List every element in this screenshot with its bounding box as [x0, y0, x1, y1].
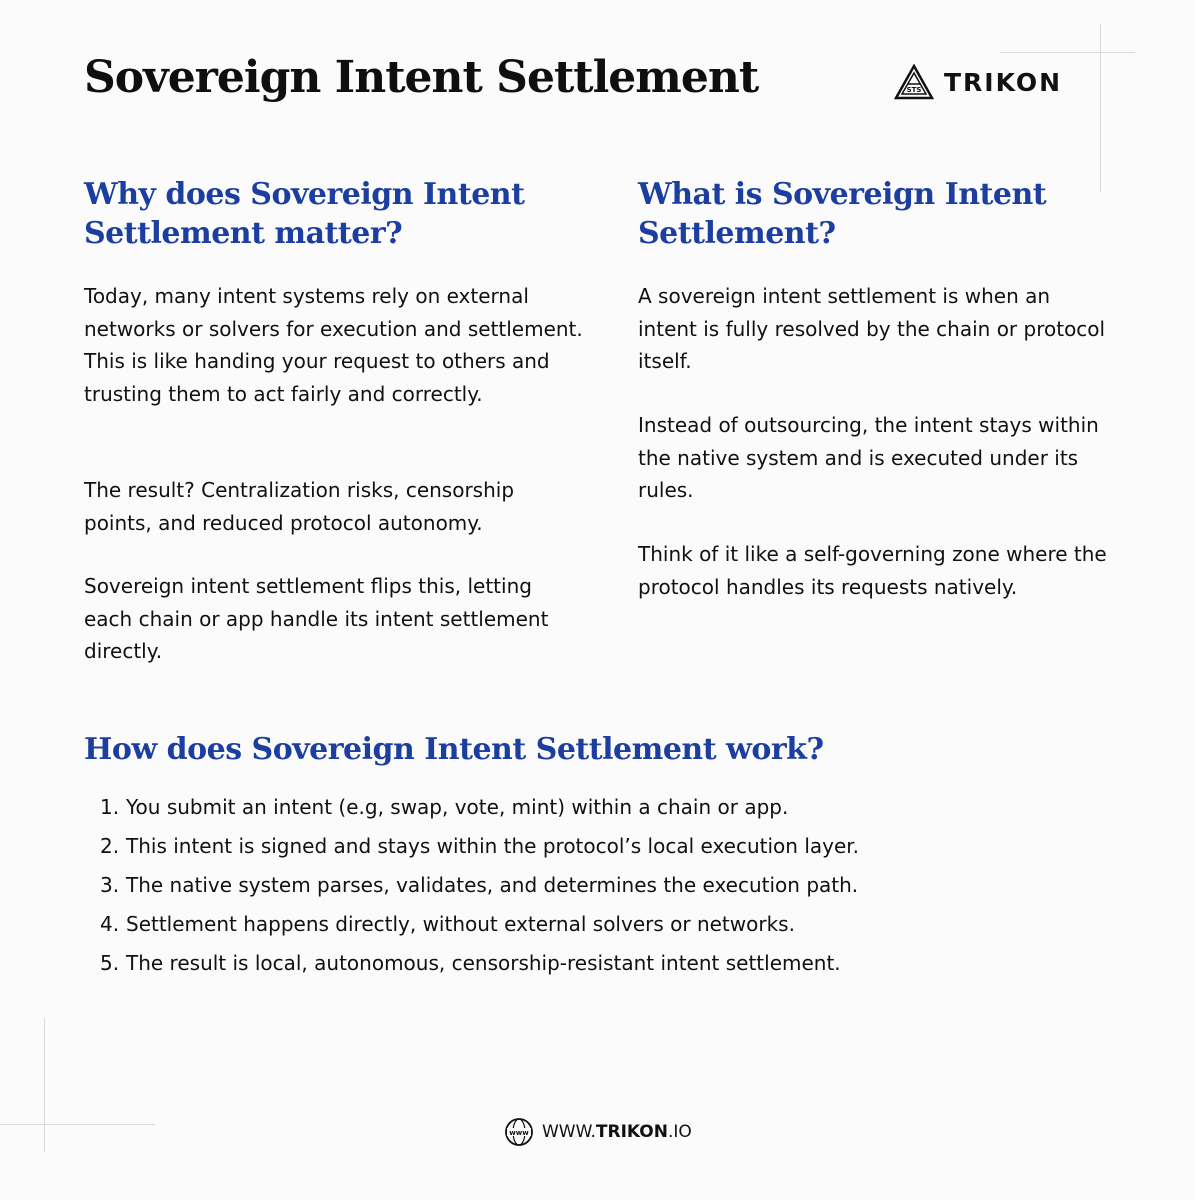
what-section-title: What is Sovereign Intent Settlement?	[638, 177, 1047, 251]
page-title: Sovereign Intent Settlement	[84, 52, 759, 103]
step-item	[100, 788, 859, 827]
footer-url	[542, 1122, 692, 1142]
triangle-logo-icon	[894, 64, 934, 100]
step-text: This intent is signed and stays within the protocol’s local execution layer.	[126, 834, 860, 858]
globe-icon	[504, 1117, 534, 1147]
what-paragraph-3: Think of it like a self-governing zone where the protocol handles its requests natively.	[638, 542, 1107, 599]
step-text: You submit an intent (e.g, swap, vote, mint) within a chain or app.	[126, 795, 789, 819]
step-number: 4.	[100, 912, 120, 936]
step-number: 2.	[100, 834, 120, 858]
footer-url-suffix: .IO	[668, 1122, 692, 1142]
step-text: The result is local, autonomous, censorship-resistant intent settlement.	[126, 951, 841, 975]
step-item	[100, 905, 859, 944]
footer-url-prefix: WWW.	[542, 1122, 596, 1142]
step-item	[100, 866, 859, 905]
step-number: 5.	[100, 951, 120, 975]
corner-guide-line	[44, 1018, 45, 1152]
what-paragraph-2: Instead of outsourcing, the intent stays within the native system and is executed under its rules.	[638, 413, 1099, 502]
trikon-logo	[894, 64, 1062, 100]
globe-label: www	[509, 1129, 529, 1137]
why-section-title: Why does Sovereign Intent Settlement matter?	[84, 177, 525, 251]
why-paragraph-2: The result? Centralization risks, censorship points, and reduced protocol autonomy.	[84, 478, 515, 535]
step-number: 3.	[100, 873, 120, 897]
how-section-title: How does Sovereign Intent Settlement work?	[84, 732, 824, 767]
steps-list	[100, 788, 859, 983]
logo-text: TRIKON	[944, 67, 1063, 97]
why-paragraph-3: Sovereign intent settlement flips this, letting each chain or app handle its intent settlement directly.	[84, 574, 549, 663]
corner-guide-line	[1000, 52, 1135, 53]
step-number: 1.	[100, 795, 120, 819]
step-item	[100, 944, 859, 983]
corner-guide-line	[1100, 24, 1101, 192]
why-paragraph-1: Today, many intent systems rely on external networks or solvers for execution and settlement. This is like handing your request to others and trusting them to act fairly and correctly.	[84, 284, 583, 406]
step-text: The native system parses, validates, and determines the execution path.	[126, 873, 859, 897]
step-item	[100, 827, 859, 866]
corner-guide-line	[0, 1124, 155, 1125]
footer-url-brand: TRIKON	[595, 1122, 668, 1142]
step-text: Settlement happens directly, without external solvers or networks.	[126, 912, 795, 936]
logo-emblem-text: STS	[906, 86, 922, 94]
website-link[interactable]	[504, 1117, 692, 1147]
what-paragraph-1: A sovereign intent settlement is when an intent is fully resolved by the chain or protocol itself.	[638, 284, 1106, 373]
